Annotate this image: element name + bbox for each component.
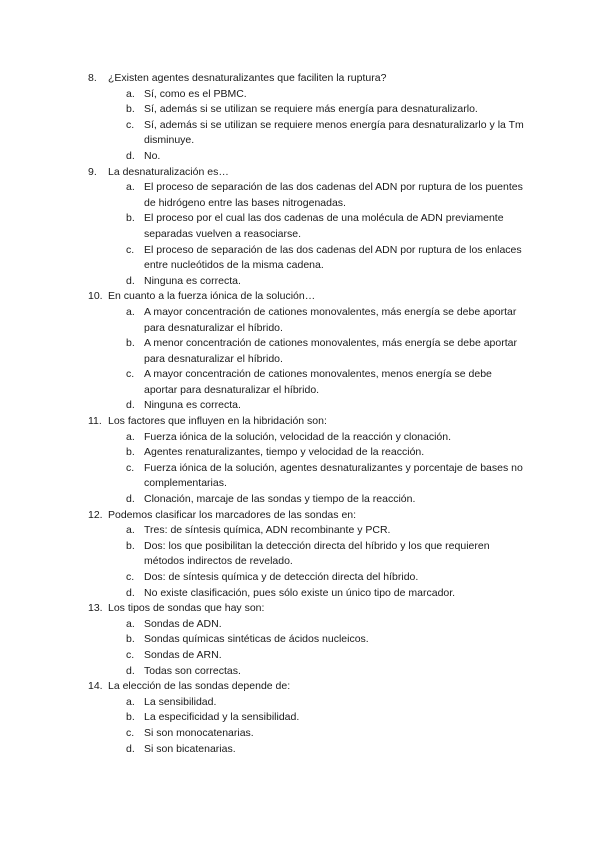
answer-option (126, 710, 528, 726)
question-text: Los tipos de sondas que hay son: (108, 602, 265, 615)
option-letter: d. (126, 493, 135, 506)
question-text: Podemos clasificar los marcadores de las sondas en: (108, 508, 357, 521)
option-text: A mayor concentración de cationes monovalentes, más energía se debe aportar para desnaturalizar el híbrido. (144, 305, 517, 334)
answer-options (108, 87, 528, 165)
option-text: Ninguna es correcta. (144, 399, 241, 412)
answer-option (126, 445, 528, 461)
answer-option (126, 243, 528, 274)
option-letter: a. (126, 430, 135, 443)
answer-option (126, 305, 528, 336)
question-text: ¿Existen agentes desnaturalizantes que faciliten la ruptura? (108, 72, 387, 84)
option-letter: d. (126, 399, 135, 412)
question-number: 11. (88, 415, 102, 428)
option-text: Sí, además si se utilizan se requiere más energía para desnaturalizarlo. (144, 103, 478, 116)
option-text: El proceso por el cual las dos cadenas de una molécula de ADN previamente separadas vuelven a reasociarse. (144, 212, 504, 240)
option-text: A mayor concentración de cationes monovalentes, menos energía se debe aportar para desnaturalizar el híbrido. (144, 368, 492, 396)
answer-option (126, 336, 528, 367)
option-text: Dos: los que posibilitan la detección directa del híbrido y los que requieren métodos indirectos de revelado. (144, 539, 490, 568)
option-letter: c. (126, 118, 135, 131)
option-letter: a. (126, 695, 135, 708)
question-item (88, 289, 528, 414)
option-text: Sondas de ADN. (144, 617, 222, 630)
option-letter: b. (126, 103, 135, 116)
option-letter: c. (126, 368, 135, 381)
question-number: 9. (88, 165, 97, 178)
option-letter: a. (126, 305, 135, 318)
option-text: Todas son correctas. (144, 664, 241, 677)
answer-option (126, 664, 528, 680)
question-text: La elección de las sondas depende de: (108, 680, 291, 693)
option-text: Sí, como es el PBMC. (144, 87, 247, 100)
question-number: 8. (88, 72, 97, 84)
option-text: Sondas de ARN. (144, 648, 222, 661)
option-letter: b. (126, 539, 135, 552)
question-list (88, 71, 528, 757)
option-letter: c. (126, 571, 135, 583)
option-letter: b. (126, 446, 135, 459)
answer-option (126, 102, 528, 118)
answer-option (126, 180, 528, 211)
option-text: Si son monocatenarias. (144, 726, 254, 739)
option-letter: c. (126, 726, 135, 739)
question-number: 14. (88, 680, 103, 693)
option-letter: d. (126, 664, 135, 677)
answer-option (126, 211, 528, 242)
answer-option (126, 274, 528, 290)
option-text: Clonación, marcaje de las sondas y tiempo de la reacción. (144, 493, 416, 506)
answer-option (126, 118, 528, 149)
question-number: 10. (88, 290, 103, 303)
answer-options (108, 695, 528, 757)
answer-options (108, 305, 528, 414)
option-text: Agentes renaturalizantes, tiempo y velocidad de la reacción. (144, 446, 425, 459)
option-text: Sondas químicas sintéticas de ácidos nucleicos. (144, 633, 369, 646)
question-item (88, 679, 528, 757)
answer-option (126, 87, 528, 103)
option-text: Fuerza iónica de la solución, velocidad de la reacción y clonación. (144, 430, 452, 443)
option-letter: a. (126, 524, 135, 537)
answer-option (126, 648, 528, 664)
option-letter: b. (126, 633, 135, 646)
question-item (88, 601, 528, 679)
option-letter: d. (126, 274, 135, 287)
question-item (88, 165, 528, 290)
answer-option (126, 461, 528, 492)
answer-options (108, 617, 528, 679)
option-letter: d. (126, 586, 135, 599)
option-text: Ninguna es correcta. (144, 274, 241, 287)
option-letter: c. (126, 243, 135, 256)
answer-option (126, 430, 528, 446)
answer-option (126, 539, 528, 570)
option-letter: b. (126, 711, 135, 724)
option-text: La sensibilidad. (144, 695, 217, 708)
answer-option (126, 695, 528, 711)
option-letter: c. (126, 648, 135, 661)
question-text: En cuanto a la fuerza iónica de la solución… (108, 290, 316, 303)
answer-options (108, 180, 528, 289)
option-letter: b. (126, 212, 135, 225)
option-text: No existe clasificación, pues sólo existe un único tipo de marcador. (144, 586, 456, 599)
option-letter: a. (126, 181, 135, 194)
option-letter: d. (126, 742, 135, 755)
answer-option (126, 726, 528, 742)
answer-option (126, 149, 528, 165)
option-text: El proceso de separación de las dos cadenas del ADN por ruptura de los puentes de hidrógeno entre las bases nitrogenadas. (144, 181, 523, 209)
answer-option (126, 632, 528, 648)
option-letter: b. (126, 337, 135, 350)
option-text: Tres: de síntesis química, ADN recombinante y PCR. (144, 524, 391, 537)
answer-option (126, 492, 528, 508)
option-text: El proceso de separación de las dos cadenas del ADN por ruptura de los enlaces entre nucleótidos de la misma cadena. (144, 243, 522, 272)
option-text: Fuerza iónica de la solución, agentes desnaturalizantes y porcentaje de bases no complementarias. (144, 461, 523, 490)
option-text: A menor concentración de cationes monovalentes, más energía se debe aportar para desnaturalizar el híbrido. (144, 337, 517, 365)
answer-option (126, 523, 528, 539)
answer-option (126, 570, 528, 586)
answer-options (108, 523, 528, 601)
option-text: Dos: de síntesis química y de detección directa del híbrido. (144, 571, 419, 583)
question-text: Los factores que influyen en la hibridación son: (108, 415, 327, 428)
question-number: 13. (88, 602, 103, 615)
question-item (88, 71, 528, 165)
question-item (88, 508, 528, 602)
answer-option (126, 367, 528, 398)
option-text: Sí, además si se utilizan se requiere menos energía para desnaturalizarlo y la Tm disminuye. (144, 118, 524, 147)
answer-option (126, 586, 528, 602)
answer-option (126, 398, 528, 414)
question-text: La desnaturalización es… (108, 165, 229, 178)
option-letter: d. (126, 149, 135, 162)
option-letter: a. (126, 617, 135, 630)
option-text: Si son bicatenarias. (144, 742, 236, 755)
option-letter: c. (126, 461, 135, 474)
answer-option (126, 617, 528, 633)
option-letter: a. (126, 87, 135, 100)
option-text: La especificidad y la sensibilidad. (144, 711, 300, 724)
option-text: No. (144, 149, 161, 162)
question-item (88, 414, 528, 508)
answer-option (126, 742, 528, 758)
question-number: 12. (88, 508, 103, 521)
answer-options (108, 430, 528, 508)
